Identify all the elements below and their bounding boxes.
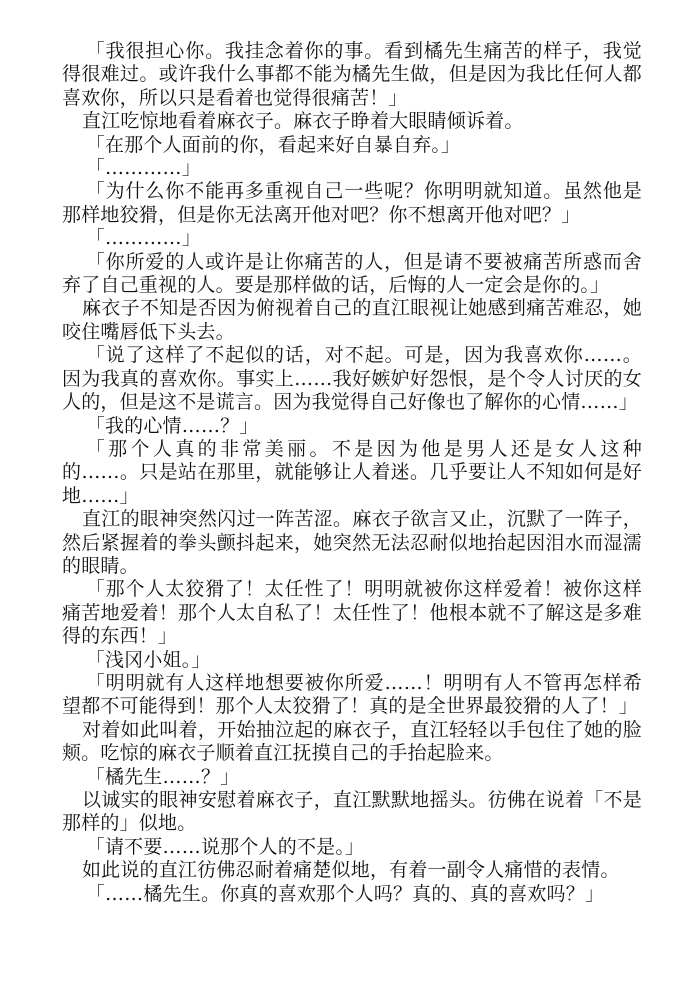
paragraph-18: 以诚实的眼神安慰着麻衣子，直江默默地摇头。彷佛在说着「不是那样的」似地。 — [62, 789, 642, 835]
paragraph-10: 「我的心情……？」 — [85, 414, 259, 437]
paragraph-17: 「橘先生……？」 — [85, 765, 240, 788]
paragraph-20: 如此说的直江彷佛忍耐着痛楚似地，有着一副令人痛惜的表情。 — [81, 859, 620, 882]
paragraph-15: 「明明就有人这样地想要被你所爱……！明明有人不管再怎样希望都不可能得到！那个人太狡猾了！真的是全世界最狡猾的人了！」 — [62, 671, 642, 718]
paragraph-14: 「浅冈小姐。」 — [85, 648, 211, 671]
paragraph-13: 「那个人太狡猾了！太任性了！明明就被你这样爱着！被你这样痛苦地爱着！那个人太自私了！太任性了！他根本就不了解这是多难得的东西！」 — [62, 578, 642, 648]
paragraph-6: 「…………」 — [85, 227, 201, 250]
paragraph-21: 「……橘先生。你真的喜欢那个人吗？真的、真的喜欢吗？」 — [85, 882, 605, 905]
text-page — [62, 40, 642, 906]
paragraph-16: 对着如此叫着，开始抽泣起的麻衣子，直江轻轻以手包住了她的脸颊。吃惊的麻衣子顺着直江抚摸自己的手抬起脸来。 — [62, 718, 642, 765]
paragraph-1: 「我很担心你。我挂念着你的事。看到橘先生痛苦的样子，我觉得很难过。或许我什么事都不能为橘先生做，但是因为我比任何人都喜欢你，所以只是看着也觉得很痛苦！」 — [62, 40, 642, 109]
paragraph-9: 「说了这样了不起似的话，对不起。可是，因为我喜欢你……。因为我真的喜欢你。事实上……我好嫉妒好怨恨，是个令人讨厌的女人的，但是这不是谎言。因为我觉得自己好像也了解你的心情……」 — [62, 344, 642, 414]
paragraph-5: 「为什么你不能再多重视自己一些呢？你明明就知道。虽然他是那样地狡猾，但是你无法离开他对吧？你不想离开他对吧？」 — [62, 180, 642, 226]
paragraph-7: 「你所爱的人或许是让你痛苦的人，但是请不要被痛苦所惑而舍弃了自己重视的人。要是那样做的话，后悔的人一定会是你的。」 — [62, 250, 642, 297]
paragraph-11: 「那个人真的非常美丽。不是因为他是男人还是女人这种的……。只是站在那里，就能够让人着迷。几乎要让人不知如何是好地……」 — [62, 437, 642, 507]
paragraph-19: 「请不要……说那个人的不是。」 — [85, 835, 365, 858]
paragraph-3: 「在那个人面前的你，看起来好自暴自弃。」 — [85, 133, 461, 156]
paragraph-12: 直江的眼神突然闪过一阵苦涩。麻衣子欲言又止，沉默了一阵子，然后紧握着的拳头颤抖起来，她突然无法忍耐似地抬起因泪水而湿濡的眼睛。 — [62, 508, 642, 577]
paragraph-2: 直江吃惊地看着麻衣子。麻衣子睁着大眼睛倾诉着。 — [81, 110, 524, 133]
paragraph-4: 「…………」 — [85, 157, 201, 180]
paragraph-8: 麻衣子不知是否因为俯视着自己的直江眼视让她感到痛苦难忍，她咬住嘴唇低下头去。 — [62, 297, 642, 343]
